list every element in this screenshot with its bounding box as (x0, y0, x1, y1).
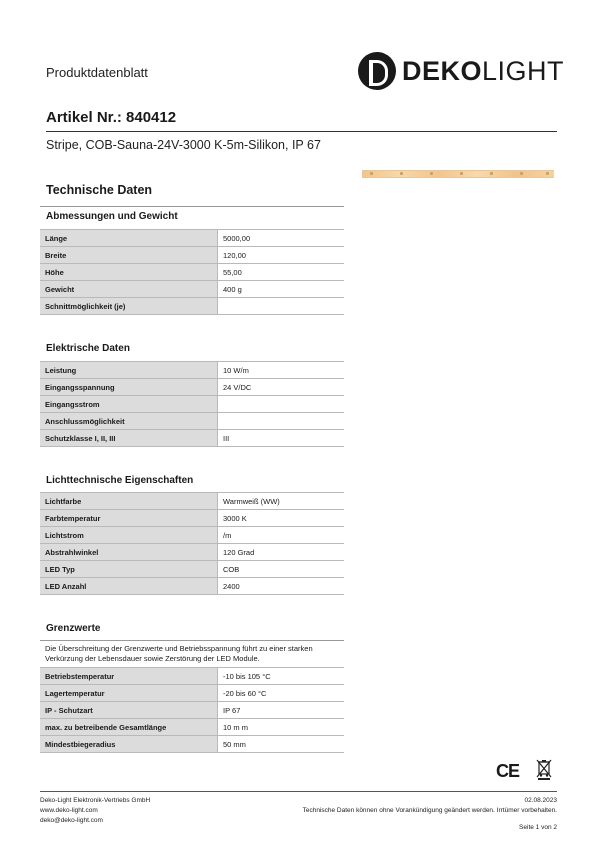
row-label: Betriebstemperatur (40, 668, 218, 685)
table-row (40, 493, 344, 510)
row-value: 2400 (218, 578, 345, 595)
row-value (218, 413, 345, 430)
table-row (40, 578, 344, 595)
row-value: 10 m m (218, 719, 345, 736)
table-row (40, 561, 344, 578)
footer-email-link[interactable]: deko@deko-light.com (40, 817, 103, 824)
table-row (40, 719, 344, 736)
row-value: 3000 K (218, 510, 345, 527)
row-value: /m (218, 527, 345, 544)
row-value: Warmweiß (WW) (218, 493, 345, 510)
row-value: COB (218, 561, 345, 578)
ce-mark-icon: CE (496, 761, 520, 781)
divider (46, 131, 557, 132)
row-label: LED Anzahl (40, 578, 218, 595)
brand-name (402, 56, 564, 86)
row-value: 120 Grad (218, 544, 345, 561)
row-label: Lichtstrom (40, 527, 218, 544)
table-row (40, 544, 344, 561)
table-row (40, 230, 344, 247)
row-value: 120,00 (218, 247, 345, 264)
article-number: Artikel Nr.: 840412 (46, 109, 177, 126)
row-value: III (218, 430, 345, 447)
row-value (218, 396, 345, 413)
section-title-lighting: Lichttechnische Eigenschaften (46, 475, 194, 486)
row-label: Anschlussmöglichkeit (40, 413, 218, 430)
row-label: Breite (40, 247, 218, 264)
table-row (40, 527, 344, 544)
row-value: -10 bis 105 °C (218, 668, 345, 685)
brand-name-bold: DEKO (402, 56, 483, 86)
table-row (40, 247, 344, 264)
crossed-bin-icon (536, 758, 552, 780)
section-title-limits: Grenzwerte (46, 623, 101, 634)
row-label: Gewicht (40, 281, 218, 298)
row-value: 50 mm (218, 736, 345, 753)
row-label: Eingangsstrom (40, 396, 218, 413)
footer-page-number: Seite 1 von 2 (519, 824, 557, 831)
row-value: 10 W/m (218, 362, 345, 379)
document-type: Produktdatenblatt (46, 65, 148, 80)
logo-mark-icon (358, 52, 396, 90)
product-name: Stripe, COB-Sauna-24V-3000 K-5m-Silikon, IP 67 (46, 138, 321, 152)
lighting-table (40, 492, 344, 595)
row-label: Schnittmöglichkeit (je) (40, 298, 218, 315)
limits-table (40, 667, 344, 753)
row-label: Länge (40, 230, 218, 247)
row-label: Abstrahlwinkel (40, 544, 218, 561)
footer-website-link[interactable]: www.deko-light.com (40, 807, 98, 814)
table-row (40, 362, 344, 379)
row-label: Lagertemperatur (40, 685, 218, 702)
table-row (40, 702, 344, 719)
table-row (40, 510, 344, 527)
table-row (40, 379, 344, 396)
table-row (40, 396, 344, 413)
section-title-dimensions: Abmessungen und Gewicht (46, 211, 178, 222)
divider (40, 206, 344, 207)
row-label: Farbtemperatur (40, 510, 218, 527)
row-value: -20 bis 60 °C (218, 685, 345, 702)
electrical-table (40, 361, 344, 447)
brand-name-light: LIGHT (482, 56, 565, 86)
row-value (218, 298, 345, 315)
row-label: max. zu betreibende Gesamtlänge (40, 719, 218, 736)
row-label: LED Typ (40, 561, 218, 578)
footer-company: Deko-Light Elektronik-Vertriebs GmbH (40, 797, 151, 804)
table-row (40, 298, 344, 315)
limits-note: Die Überschreitung der Grenzwerte und Betriebsspannung führt zu einer starken Verkürzung der Lebensdauer sowie Zerstörung der LED Module. (45, 644, 313, 663)
row-label: Mindestbiegeradius (40, 736, 218, 753)
divider (40, 640, 344, 641)
table-row (40, 685, 344, 702)
table-row (40, 430, 344, 447)
dimensions-table (40, 229, 344, 315)
row-value: IP 67 (218, 702, 345, 719)
table-row (40, 668, 344, 685)
table-row (40, 264, 344, 281)
row-value: 400 g (218, 281, 345, 298)
row-label: Eingangsspannung (40, 379, 218, 396)
row-value: 5000,00 (218, 230, 345, 247)
footer-date: 02.08.2023 (524, 797, 557, 804)
product-image (362, 170, 554, 178)
row-label: IP - Schutzart (40, 702, 218, 719)
row-value: 55,00 (218, 264, 345, 281)
table-row (40, 281, 344, 298)
row-label: Höhe (40, 264, 218, 281)
section-heading-technical-data: Technische Daten (46, 183, 153, 197)
footer-divider (40, 791, 557, 792)
brand-logo (358, 52, 563, 96)
table-row (40, 736, 344, 753)
row-label: Lichtfarbe (40, 493, 218, 510)
row-label: Schutzklasse I, II, III (40, 430, 218, 447)
section-title-electrical: Elektrische Daten (46, 343, 130, 354)
row-label: Leistung (40, 362, 218, 379)
row-value: 24 V/DC (218, 379, 345, 396)
footer-disclaimer: Technische Daten können ohne Vorankündigung geändert werden. Irrtümer vorbehalten. (302, 807, 557, 814)
table-row (40, 413, 344, 430)
